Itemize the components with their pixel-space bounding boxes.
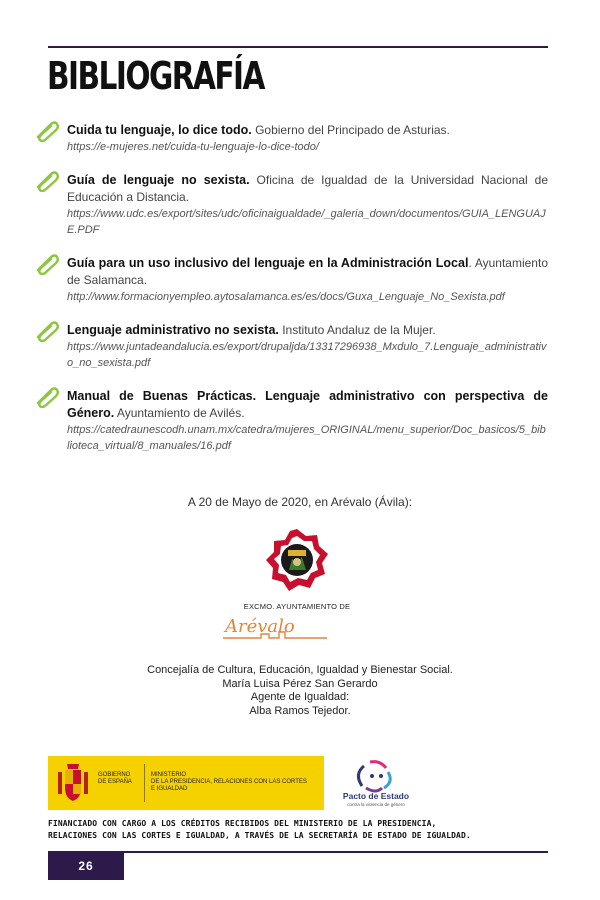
ministerio-line: E IGUALDAD <box>151 786 188 792</box>
paperclip-icon <box>34 170 60 192</box>
entry-source: Gobierno del Principado de Asturias. <box>255 123 450 137</box>
entry-source: Ayuntamiento de Avilés. <box>116 406 245 420</box>
entry-title: Guía de lenguaje no sexista. <box>67 173 250 187</box>
entry-source: Instituto Andaluz de la Mujer. <box>282 323 436 337</box>
credit-line: María Luisa Pérez San Gerardo <box>222 677 378 690</box>
arevalo-logo <box>221 612 331 642</box>
ministerio-line: DE LA PRESIDENCIA, RELACIONES CON LAS CORTES <box>151 779 307 785</box>
bibliography-entry <box>34 122 548 155</box>
government-logo <box>48 756 324 810</box>
bibliography-entry <box>34 172 548 238</box>
entry-url[interactable]: https://www.udc.es/export/sites/udc/oficinaigualdade/_galeria_down/documentos/GUIA_LENGUAJE.PDF <box>67 208 546 236</box>
bibliography-entry <box>34 255 548 305</box>
ministerio-text <box>151 772 307 793</box>
entry-url[interactable]: https://www.juntadeandalucia.es/export/drupaljda/13317296938_Mxdulo_7.Lenguaje_administrativo_no_sexista.pdf <box>67 341 547 369</box>
entry-url[interactable]: https://e-mujeres.net/cuida-tu-lenguaje-lo-dice-todo/ <box>67 141 319 153</box>
funding-line: FINANCIADO CON CARGO A LOS CRÉDITOS RECIBIDOS DEL MINISTERIO DE LA PRESIDENCIA, <box>48 819 437 828</box>
pacto-subtitle: contra la violencia de género <box>347 802 405 807</box>
credit-line: Concejalía de Cultura, Educación, Igualdad y Bienestar Social. <box>147 664 453 676</box>
credits <box>0 664 600 718</box>
date-line: A 20 de Mayo de 2020, en Arévalo (Ávila): <box>187 495 413 509</box>
entry-title: Guía para un uso inclusivo del lenguaje en la Administración Local <box>67 256 469 270</box>
entry-url[interactable]: https://catedraunescodh.unam.mx/catedra/mujeres_ORIGINAL/menu_superior/Doc_basicos/5_biblioteca_virtual/8_manuales/16.pdf <box>67 424 546 452</box>
entry-title: Cuida tu lenguaje, lo dice todo. <box>67 123 252 137</box>
entry-url[interactable]: http://www.formacionyempleo.aytosalamanca.es/es/docs/Guxa_Lenguaje_No_Sexista.pdf <box>67 291 505 303</box>
gobierno-text: GOBIERNO DE ESPAÑA <box>98 772 132 785</box>
page-number: 26 <box>48 852 124 880</box>
town-seal <box>232 528 362 611</box>
seal-caption: EXCMO. AYUNTAMIENTO DE <box>243 602 351 611</box>
top-rule <box>48 46 548 48</box>
spain-coat-of-arms-icon <box>56 762 90 804</box>
entry-title: Manual de Buenas Prácticas. Lenguaje administrativo con perspectiva de Género. <box>67 389 548 420</box>
entry-source: Oficina de Igualdad de la Universidad Nacional de Educación a Distancia. <box>67 173 549 204</box>
paperclip-icon <box>34 386 60 408</box>
logo-divider <box>144 764 145 802</box>
credit-line: Alba Ramos Tejedor. <box>249 704 351 717</box>
ministerio-line: MINISTERIO <box>151 772 187 778</box>
bibliography-list <box>34 122 548 471</box>
arevalo-logo-text: Arévalo <box>225 616 295 637</box>
bibliography-entry <box>34 388 548 454</box>
pacto-title: Pacto de Estado <box>342 791 410 801</box>
coat-of-arms-icon <box>264 528 330 594</box>
paperclip-icon <box>34 120 60 142</box>
page-title: BIBLIOGRAFÍA <box>47 54 264 98</box>
paperclip-icon <box>34 253 60 275</box>
funding-line: RELACIONES CON LAS CORTES E IGUALDAD, A TRAVÉS DE LA SECRETARÍA DE ESTADO DE IGUALDAD. <box>48 831 471 840</box>
entry-source: . Ayuntamiento de Salamanca. <box>67 256 548 287</box>
bibliography-entry <box>34 322 548 371</box>
funding-notice <box>48 818 568 842</box>
credit-line: Agente de Igualdad: <box>250 691 350 703</box>
entry-title: Lenguaje administrativo no sexista. <box>67 323 279 337</box>
paperclip-icon <box>34 320 60 342</box>
